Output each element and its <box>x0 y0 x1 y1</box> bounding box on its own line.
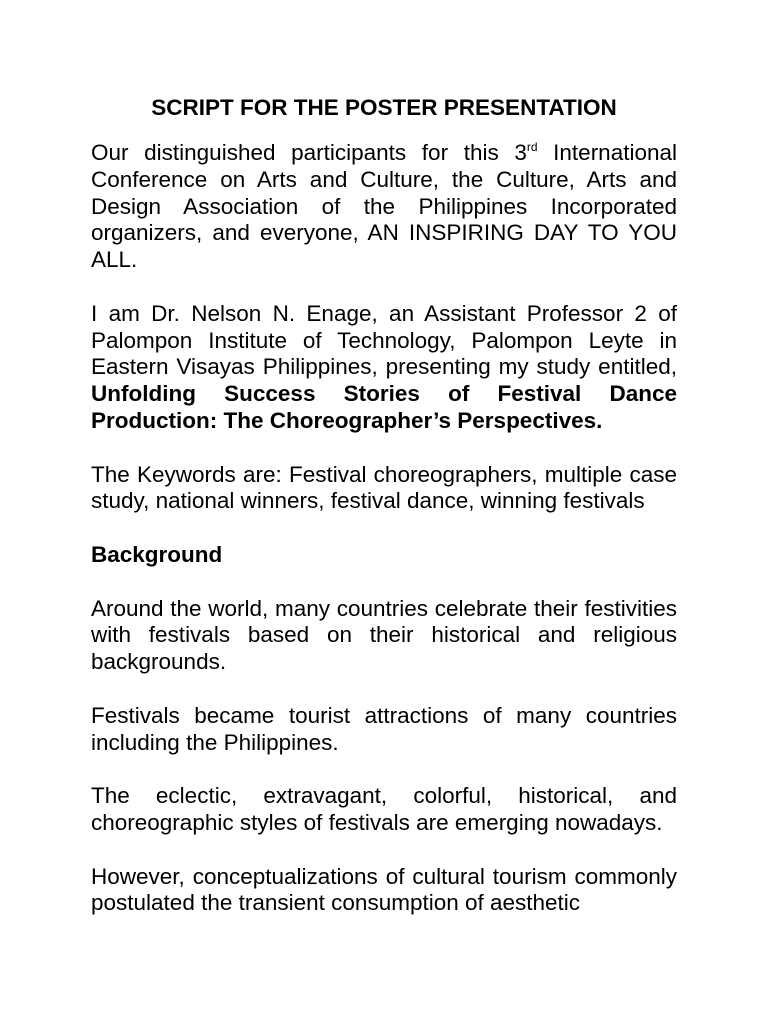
background-paragraph: Around the world, many countries celebrate their festivities with festivals based on their historical and religious backgrounds. <box>91 595 677 675</box>
intro-paragraph <box>91 140 677 274</box>
page-title: SCRIPT FOR THE POSTER PRESENTATION <box>151 95 617 120</box>
background-paragraph: However, conceptualizations of cultural tourism commonly postulated the transient consumption of aesthetic <box>91 863 677 916</box>
intro-text-end: International Conference on Arts and Culture, the Culture, Arts and Design Association of the Philippines Incorporated organizers, and everyone, AN INSPIRING DAY TO YOU ALL. <box>91 140 678 273</box>
intro-text-start: Our distinguished participants for this 3 <box>91 140 527 165</box>
ordinal-suffix: rd <box>526 140 538 154</box>
document-body <box>91 140 677 917</box>
background-heading: Background <box>91 541 223 567</box>
background-paragraph: The eclectic, extravagant, colorful, historical, and choreographic styles of festivals are emerging nowadays. <box>91 783 677 835</box>
study-title: Unfolding Success Stories of Festival Dance Production: The Choreographer’s Perspectives. <box>91 381 677 433</box>
presenter-text: I am Dr. Nelson N. Enage, an Assistant Professor 2 of Palompon Institute of Technology, Palompon Leyte in Eastern Visayas Philippines, presenting my study entitled, <box>91 300 677 380</box>
keywords-paragraph: The Keywords are: Festival choreographers, multiple case study, national winners, festival dance, winning festivals <box>91 461 677 514</box>
background-paragraph: Festivals became tourist attractions of many countries including the Philippines. <box>91 702 677 755</box>
presenter-paragraph <box>91 301 677 435</box>
